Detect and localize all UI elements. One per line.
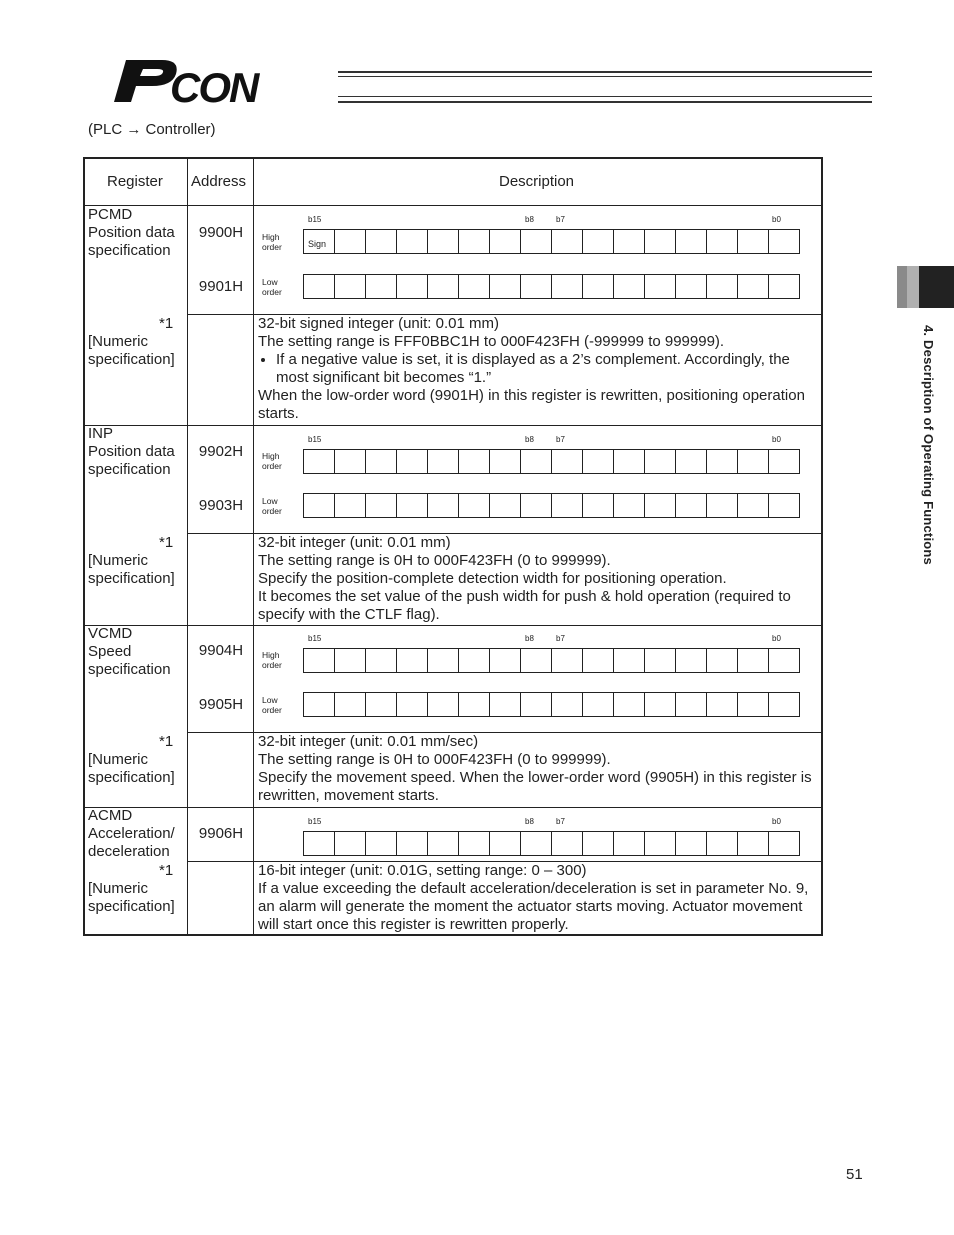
bit-cell (738, 230, 769, 253)
bit-cell (645, 230, 676, 253)
acmd-description: 16-bit integer (unit: 0.01G, setting range: 0 – 300) If a value exceeding the default acceleration/deceleration is set in parameter No. 9, an alarm will generate the moment the actuator starts moving. Actuator movement will start once this register is rewritten properly. (258, 862, 809, 933)
bit-cell (490, 230, 521, 253)
direction-subtitle: (PLC → Controller) (88, 121, 216, 138)
bit-cell (397, 693, 428, 716)
bit-cell (304, 832, 335, 855)
bit-cell (366, 494, 397, 517)
bit-cell (335, 832, 366, 855)
col-divider-1 (187, 159, 188, 934)
bit-cell (304, 450, 335, 473)
bit-field-9906h (303, 831, 800, 856)
bit-cell (521, 649, 552, 672)
bit-cell (552, 649, 583, 672)
bit-cell (459, 649, 490, 672)
bit-cell (459, 230, 490, 253)
bit-cell (614, 649, 645, 672)
bit-cell (521, 275, 552, 298)
bit-cell (645, 450, 676, 473)
bit-field-9900h (303, 229, 800, 254)
bit-cell (521, 494, 552, 517)
bit-cell (304, 275, 335, 298)
bit-cell (335, 275, 366, 298)
address-9904h: 9904H (198, 642, 244, 659)
chapter-tab-dark (919, 266, 954, 308)
bit-cell (397, 649, 428, 672)
bit-cell (707, 832, 738, 855)
register-table: Register Address Description PCMD Position data specification *1 [Numeric specification] 9900H 9901H b15 b8 b7 b0 High order Sign Low order 32-bit signed integer (unit: 0.01 mm) The setting range is FFF0BBC1H to 000F423FH (-999999 to 999999). • If a negative value is set, it is displayed as a 2’s complement. Accordingly, the most significant bit becomes “1.” When the low-order word (9901H) in this register is rewritten, positioning operation starts. INP Position data specification *1 [Numeric specification] 9902H 9903H b15 b8 b7 b0 High order Low order 32-bit integer (unit: 0.01 mm) The setting range is 0H to 000F423FH (0 to 999999). Specify the position-complete detection width for positioning operation. It becomes the set value of the push width for push & hold operation (required to specify with the CTLF flag). VCMD Speed specification *1 [Numeric specification] 9904H 9905H b15 b8 b7 b0 High order Low order 32-bit integer (unit: 0.01 mm/sec) The setting range is 0H to 000F423FH (0 to 999999). Specify the movement speed. When the lower-order word (9905H) in this register is rewritten, movement starts. ACMD Acceleration/ deceleration *1 [Numeric specification] 9906H b15 b8 b7 b0 16-bit integer (unit: 0.01G, setting range: 0 – 300) If a value exceeding the default acceleration/deceleration is set in parameter No. 9, an alarm will generate the moment the actuator starts moving. Actuator movement will start once this register is rewritten properly. (83, 157, 823, 936)
inp-note: *1 (159, 534, 174, 551)
bit-cell (459, 494, 490, 517)
bit-cell (552, 693, 583, 716)
bit-cell (366, 832, 397, 855)
bit-cell (428, 450, 459, 473)
low-order-label: Low order (262, 277, 282, 297)
header-rule-top (338, 71, 872, 73)
bit-cell (707, 649, 738, 672)
bit-cell (769, 275, 799, 298)
bit-cell (459, 450, 490, 473)
bit-cell (335, 649, 366, 672)
bit-cell (738, 275, 769, 298)
address-9903h: 9903H (198, 497, 244, 514)
bit-cell (428, 693, 459, 716)
bit-cell (707, 230, 738, 253)
acmd-numeric-spec: [Numeric specification] (88, 880, 175, 915)
bit-cell (645, 832, 676, 855)
bit-cell (583, 649, 614, 672)
bit-cell (428, 275, 459, 298)
bit-cell (304, 649, 335, 672)
vcmd-description: 32-bit integer (unit: 0.01 mm/sec) The setting range is 0H to 000F423FH (0 to 999999). Specify the movement speed. When the lower-order word (9905H) in this register is rewritten, movement starts. (258, 733, 812, 804)
register-name: INP (88, 425, 114, 442)
bit-cell (304, 693, 335, 716)
bit-cell (676, 450, 707, 473)
high-order-label: High order (262, 232, 282, 252)
bit-cell (676, 649, 707, 672)
header-rule-3 (338, 96, 872, 97)
address-9905h: 9905H (198, 696, 244, 713)
bit-cell (676, 494, 707, 517)
bit-cell (366, 693, 397, 716)
bit-cell (769, 230, 799, 253)
pcmd-description: 32-bit signed integer (unit: 0.01 mm) The setting range is FFF0BBC1H to 000F423FH (-999999 to 999999). • If a negative value is set, it is displayed as a 2’s complement. Accordingly, the most significant bit becomes “1.” When the low-order word (9901H) in this register is rewritten, positioning operation starts. (258, 315, 818, 423)
bit-field-9904h (303, 648, 800, 673)
bit-cell (583, 275, 614, 298)
bit-cell (707, 450, 738, 473)
bit-cell (428, 494, 459, 517)
bit-cell (583, 693, 614, 716)
bit-cell (397, 275, 428, 298)
bit-cell (521, 693, 552, 716)
bit-cell (614, 230, 645, 253)
col-divider-2 (253, 159, 254, 934)
bit-cell (366, 230, 397, 253)
address-9906h: 9906H (198, 825, 244, 842)
bit-cell (645, 649, 676, 672)
pcmd-numeric-spec: [Numeric specification] (88, 333, 175, 368)
low-order-label: Low order (262, 496, 282, 516)
bit-cell (769, 450, 799, 473)
bit-cell (738, 693, 769, 716)
chapter-label: 4. Description of Operating Functions (921, 325, 936, 565)
bit-cell (769, 494, 799, 517)
bit-cell (521, 230, 552, 253)
pcmd-register-cell: PCMD Position data specification (88, 206, 175, 259)
bit-cell (769, 649, 799, 672)
bit-cell (738, 649, 769, 672)
bit-cell (707, 693, 738, 716)
bit-field-9905h (303, 692, 800, 717)
page-number: 51 (846, 1166, 863, 1183)
bit-cell (614, 832, 645, 855)
bit-cell (459, 832, 490, 855)
bit-cell (552, 450, 583, 473)
bit-cell (335, 450, 366, 473)
bit-cell (552, 494, 583, 517)
header-rule-2 (338, 76, 872, 77)
bit-cell (490, 693, 521, 716)
svg-text:CON: CON (170, 64, 258, 108)
row-divider-3 (85, 807, 821, 808)
header-divider (85, 205, 821, 206)
bit-cell (490, 649, 521, 672)
bit-cell (645, 693, 676, 716)
address-9901h: 9901H (198, 278, 244, 295)
bit-cell (614, 494, 645, 517)
low-order-label: Low order (262, 695, 282, 715)
bit-cell (769, 693, 799, 716)
pcon-logo (100, 56, 340, 108)
register-name: PCMD (88, 206, 133, 223)
bit-cell (614, 450, 645, 473)
high-order-label: High order (262, 451, 282, 471)
bit-cell (397, 230, 428, 253)
header-description: Description (499, 173, 575, 190)
bit-cell (397, 450, 428, 473)
bit-cell (397, 494, 428, 517)
bit-cell (490, 494, 521, 517)
bit-cell (552, 230, 583, 253)
pcmd-note: *1 (159, 315, 174, 332)
bit-cell (676, 693, 707, 716)
bit-cell (645, 494, 676, 517)
header-rule-bottom (338, 101, 872, 103)
bit-cell (738, 494, 769, 517)
register-name: VCMD (88, 625, 133, 642)
bit-cell (676, 275, 707, 298)
bit-cell (738, 450, 769, 473)
bit-cell (583, 494, 614, 517)
row-divider-1 (85, 425, 821, 426)
bit-cell (707, 275, 738, 298)
bit-cell (769, 832, 799, 855)
bit-cell (335, 693, 366, 716)
bit-cell (459, 693, 490, 716)
chapter-tab-mid (907, 266, 919, 308)
address-9900h: 9900H (198, 224, 244, 241)
bit-cell (366, 450, 397, 473)
bit-cell (645, 275, 676, 298)
acmd-note: *1 (159, 862, 174, 879)
vcmd-numeric-spec: [Numeric specification] (88, 751, 175, 786)
bit-cell (490, 275, 521, 298)
sign-bit-cell: Sign (304, 230, 335, 253)
header-register: Register (107, 173, 163, 190)
bit-cell (583, 832, 614, 855)
high-order-label: High order (262, 650, 282, 670)
bit-cell (583, 450, 614, 473)
bit-cell (614, 275, 645, 298)
bit-cell (428, 230, 459, 253)
bit-cell (521, 832, 552, 855)
bit-cell (552, 275, 583, 298)
bit-cell (397, 832, 428, 855)
bit-cell (428, 649, 459, 672)
bit-cell (366, 649, 397, 672)
bit-cell (738, 832, 769, 855)
bit-cell (707, 494, 738, 517)
row-divider-2 (85, 625, 821, 626)
bit-field-9902h (303, 449, 800, 474)
bit-cell (304, 494, 335, 517)
bit-cell (490, 832, 521, 855)
inp-description: 32-bit integer (unit: 0.01 mm) The setting range is 0H to 000F423FH (0 to 999999). Specify the position-complete detection width for positioning operation. It becomes the set value of the push width for push & hold operation (required to specify with the CTLF flag). (258, 534, 791, 623)
bit-cell (552, 832, 583, 855)
inp-numeric-spec: [Numeric specification] (88, 552, 175, 587)
bit-cell (583, 230, 614, 253)
bit-cell (428, 832, 459, 855)
bit-cell (459, 275, 490, 298)
bit-cell (335, 494, 366, 517)
bit-cell (614, 693, 645, 716)
bit-field-9903h (303, 493, 800, 518)
bit-cell (490, 450, 521, 473)
bit-cell (335, 230, 366, 253)
vcmd-note: *1 (159, 733, 174, 750)
bit-cell (676, 230, 707, 253)
address-9902h: 9902H (198, 443, 244, 460)
bit-cell (366, 275, 397, 298)
bit-cell (676, 832, 707, 855)
bit-field-9901h (303, 274, 800, 299)
chapter-tab-light (897, 266, 907, 308)
bit-cell (521, 450, 552, 473)
header-address: Address (191, 173, 247, 190)
register-name: ACMD (88, 807, 133, 824)
vcmd-register-cell: VCMD Speed specification (88, 625, 171, 678)
inp-register-cell: INP Position data specification (88, 425, 175, 478)
acmd-register-cell: ACMD Acceleration/ deceleration (88, 807, 175, 860)
